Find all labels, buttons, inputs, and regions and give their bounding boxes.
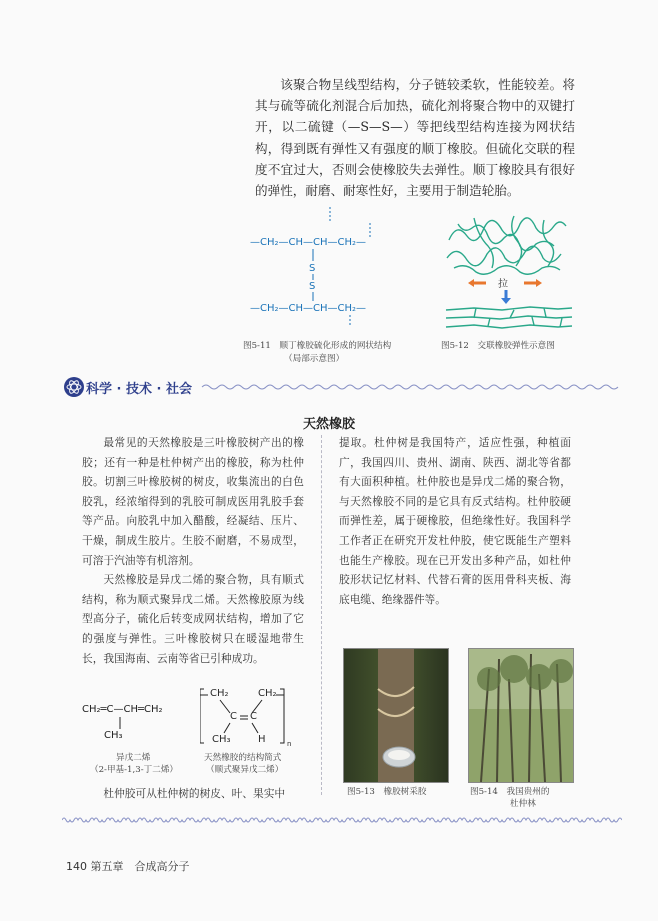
page-footer	[66, 858, 190, 874]
stretched-chains	[446, 307, 572, 328]
right-paragraph-1: 提取。杜仲树是我国特产，适应性强，种植面广，我国四川、贵州、湖南、陕西、湖北等省都有大面积种植。杜仲胶也是异戊二烯的聚合物，与天然橡胶不同的是它具有反式结构。杜仲胶硬而弹性差，属于硬橡胶，但绝缘性好。我国科学工作者正在研究开发杜仲胶，使它既能生产塑料也能生产橡胶。现在已开发出多种产品，如杜仲胶形状记忆材料、代替石膏的医用骨科夹板、海底电缆、绝缘器件等。	[339, 436, 571, 606]
isoprene-structure	[82, 704, 163, 715]
left-bracket	[200, 689, 204, 743]
isoprene-methyl-bond	[110, 717, 130, 731]
poly-ch2-left: CH₂	[210, 688, 229, 699]
sulfur-1: S	[309, 263, 316, 274]
eucommia-forest-photo	[468, 648, 574, 783]
figure-514-caption-2: 杜仲林	[510, 799, 536, 809]
page-number: 140	[66, 860, 87, 873]
isoprene-caption-1: 异戊二烯	[116, 753, 151, 763]
polyisoprene-caption-1: 天然橡胶的结构简式	[204, 753, 282, 763]
down-arrowhead	[501, 298, 511, 304]
figure-511-caption-2: （局部示意图）	[284, 354, 345, 364]
intro-text-block	[255, 74, 575, 201]
left-paragraph-2: 天然橡胶是异戊二烯的聚合物，具有顺式结构，称为顺式聚异戊二烯。天然橡胶原为线型高分子，硫化后转变成网状结构，增加了它的强度与弹性。三叶橡胶树只在暖湿地带生长，我国海南、云南等省已引种成功。	[82, 573, 304, 665]
figure-514-caption-1: 图5-14 我国贵州的	[470, 787, 550, 797]
figure-511-caption-1: 图5-11 顺丁橡胶硫化形成的网状结构	[243, 341, 392, 351]
polyisoprene-caption-2: （顺式聚异戊二烯）	[206, 765, 284, 775]
poly-h: H	[258, 734, 266, 745]
right-column	[339, 433, 571, 609]
rubber-tapping-photo	[343, 648, 449, 783]
poly-ch3: CH₃	[212, 734, 231, 745]
article-title: 天然橡胶	[302, 417, 355, 432]
banner-wave-line	[202, 385, 618, 389]
right-bracket	[280, 689, 284, 743]
poly-c-right: C	[250, 711, 257, 722]
bottom-chain: —CH₂—CH—CH—CH₂—	[250, 303, 367, 314]
left-last-line: 杜仲胶可从杜仲树的树皮、叶、果实中	[103, 787, 286, 800]
figure-513-caption: 图5-13 橡胶树采胶	[347, 787, 427, 797]
isoprene-formula: CH₂═C—CH═CH₂	[82, 704, 163, 715]
left-paragraph-1: 最常见的天然橡胶是三叶橡胶树产出的橡胶；还有一种是杜仲树产出的橡胶，称为杜仲胶。切割三叶橡胶树的树皮，收集流出的白色胶乳，经浓缩得到的乳胶可制成医用乳胶手套等产品。向胶乳中加入醋酸，经凝结、压片、干燥，制成生胶片。生胶不耐磨，不易成型，可溶于汽油等有机溶剂。	[82, 436, 304, 567]
pull-right-arrowhead	[536, 279, 542, 287]
section-banner-title: 科学 · 技术 · 社会	[86, 382, 192, 397]
poly-c-left: C	[230, 711, 237, 722]
vulcanization-network-diagram	[250, 205, 420, 325]
chapter-title: 第五章 合成高分子	[90, 860, 190, 873]
column-divider	[321, 435, 322, 795]
rubber-elasticity-diagram	[444, 210, 574, 335]
pull-label: 拉	[498, 279, 508, 290]
left-column	[82, 433, 304, 668]
isoprene-methyl: CH₃	[104, 730, 123, 741]
poly-ch2-right: CH₂	[258, 688, 277, 699]
poly-subscript-n: n	[287, 740, 292, 748]
bottom-wave-line	[62, 815, 622, 825]
pull-left-arrowhead	[468, 279, 474, 287]
top-chain: —CH₂—CH—CH—CH₂—	[250, 237, 367, 248]
isoprene-caption-2: （2-甲基-1,3-丁二烯）	[90, 765, 179, 775]
left-last-line-block	[82, 784, 304, 804]
figure-512-caption: 图5-12 交联橡胶弹性示意图	[441, 341, 555, 351]
tangled-chains	[447, 216, 566, 274]
intro-paragraph: 该聚合物呈线型结构，分子链较柔软，性能较差。将其与硫等硫化剂混合后加热，硫化剂将聚合物中的双键打开，以二硫键（—S—S—）等把线型结构连接为网状结构，得到既有弹性又有强度的顺丁橡胶。但硫化交联的程度不宜过大，否则会使橡胶失去弹性。顺丁橡胶具有很好的弹性，耐磨、耐寒性好，主要用于制造轮胎。	[255, 77, 575, 199]
sulfur-2: S	[309, 281, 316, 292]
